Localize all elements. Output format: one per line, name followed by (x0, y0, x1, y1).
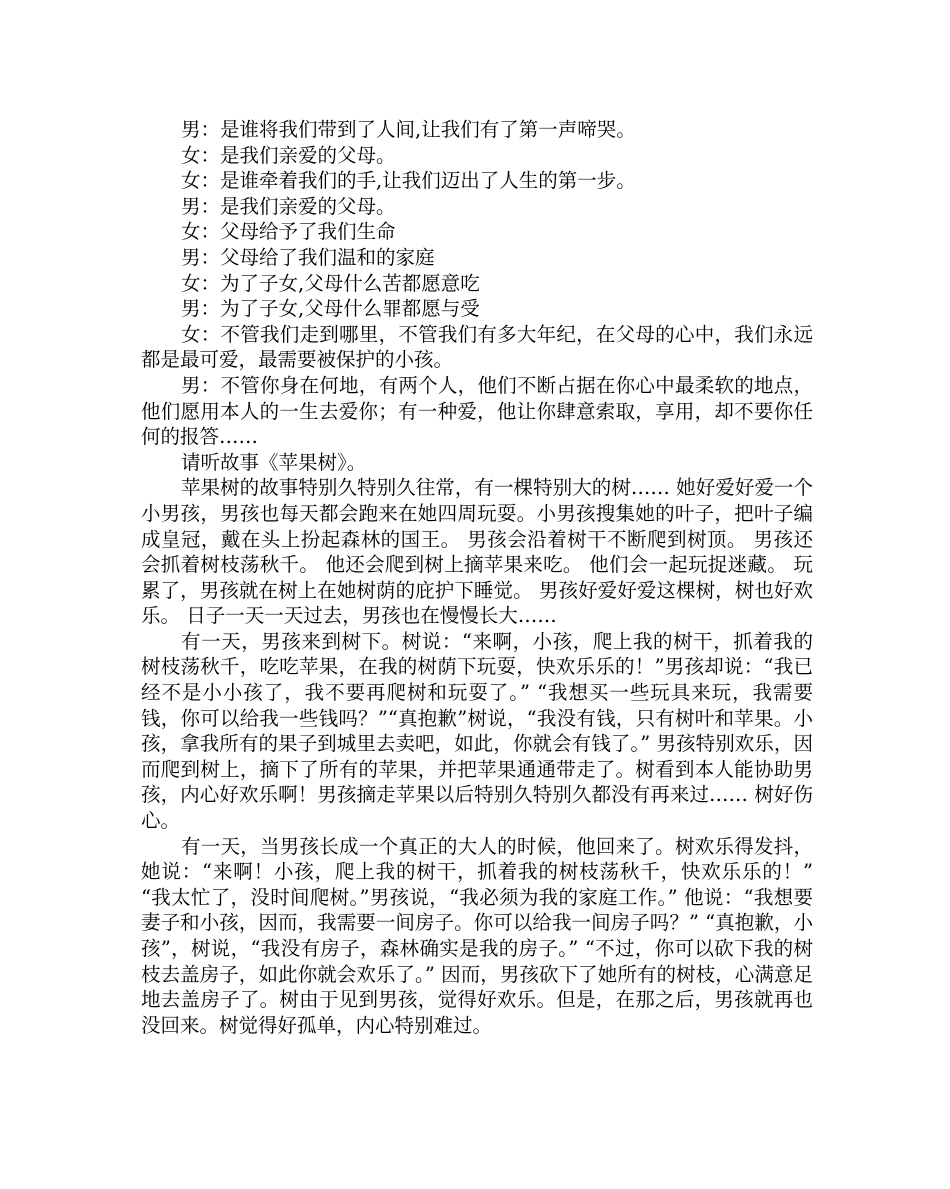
dialogue-paragraph: 男：不管你身在何地，有两个人，他们不断占据在你心中最柔软的地点，他们愿用本人的一生去爱你；有一种爱，他让你肆意索取，享用，却不要你任何的报答…… (141, 373, 813, 449)
dialogue-line: 男：父母给了我们温和的家庭 (181, 245, 435, 269)
dialogue-line: 男：为了子女,父母什么罪都愿与受 (181, 297, 480, 321)
dialogue-line: 女：是谁牵着我们的手,让我们迈出了人生的第一步。 (181, 169, 636, 193)
dialogue-line: 女：为了子女,父母什么苦都愿意吃 (181, 271, 480, 295)
dialogue-paragraph: 女：不管我们走到哪里，不管我们有多大年纪，在父母的心中，我们永远都是最可爱，最需要被保护的小孩。 (141, 322, 813, 372)
story-paragraph: 有一天，男孩来到树下。树说：“来啊，小孩，爬上我的树干，抓着我的树枝荡秋千，吃吃苹果，在我的树荫下玩耍，快欢乐乐的！”男孩却说：“我已经不是小小孩了，我不要再爬树和玩耍了。” “我想买一些玩具来玩，我需要钱，你可以给我一些钱吗？”“真抱歉”树说，“我没有钱，只有树叶和苹果。小孩，拿我所有的果子到城里去卖吧，如此，你就会有钱了。” 男孩特别欢乐，因而爬到树上，摘下了所有的苹果，并把苹果通通带走了。树看到本人能协助男孩，内心好欢乐啊！男孩摘走苹果以后特别久特别久都没有再来过…… 树好伤心。 (141, 629, 813, 833)
document-body (141, 117, 813, 1038)
story-paragraph: 苹果树的故事特别久特别久往常，有一棵特别大的树…… 她好爱好爱一个小男孩，男孩也每天都会跑来在她四周玩耍。小男孩搜集她的叶子，把叶子编成皇冠，戴在头上扮起森林的国王。 男孩会沿着树干不断爬到树顶。 男孩还会抓着树枝荡秋千。 他还会爬到树上摘苹果来吃。 他们会一起玩捉迷藏。 玩累了，男孩就在树上在她树荫的庇护下睡觉。 男孩好爱好爱这棵树，树也好欢乐。 日子一天一天过去，男孩也在慢慢长大…… (141, 476, 813, 628)
story-intro: 请听故事《苹果树》。 (181, 450, 367, 474)
dialogue-line: 男：是谁将我们带到了人间,让我们有了第一声啼哭。 (181, 118, 636, 141)
story-paragraph: 有一天，当男孩长成一个真正的大人的时候，他回来了。树欢乐得发抖，她说：“来啊！小孩，爬上我的树干，抓着我的树枝荡秋千，快欢乐乐的！” “我太忙了，没时间爬树。”男孩说，“我必须为我的家庭工作。” 他说：“我想要妻子和小孩，因而，我需要一间房子。你可以给我一间房子吗？” “真抱歉，小孩”，树说，“我没有房子，森林确实是我的房子。” “不过，你可以砍下我的树枝去盖房子，如此你就会欢乐了。” 因而，男孩砍下了她所有的树枝，心满意足地去盖房子了。树由于见到男孩，觉得好欢乐。但是，在那之后，男孩就再也没回来。树觉得好孤单，内心特别难过。 (141, 834, 813, 1037)
dialogue-line: 女：父母给予了我们生命 (181, 220, 396, 244)
dialogue-line: 女：是我们亲爱的父母。 (181, 143, 396, 167)
dialogue-line: 男：是我们亲爱的父母。 (181, 194, 396, 218)
